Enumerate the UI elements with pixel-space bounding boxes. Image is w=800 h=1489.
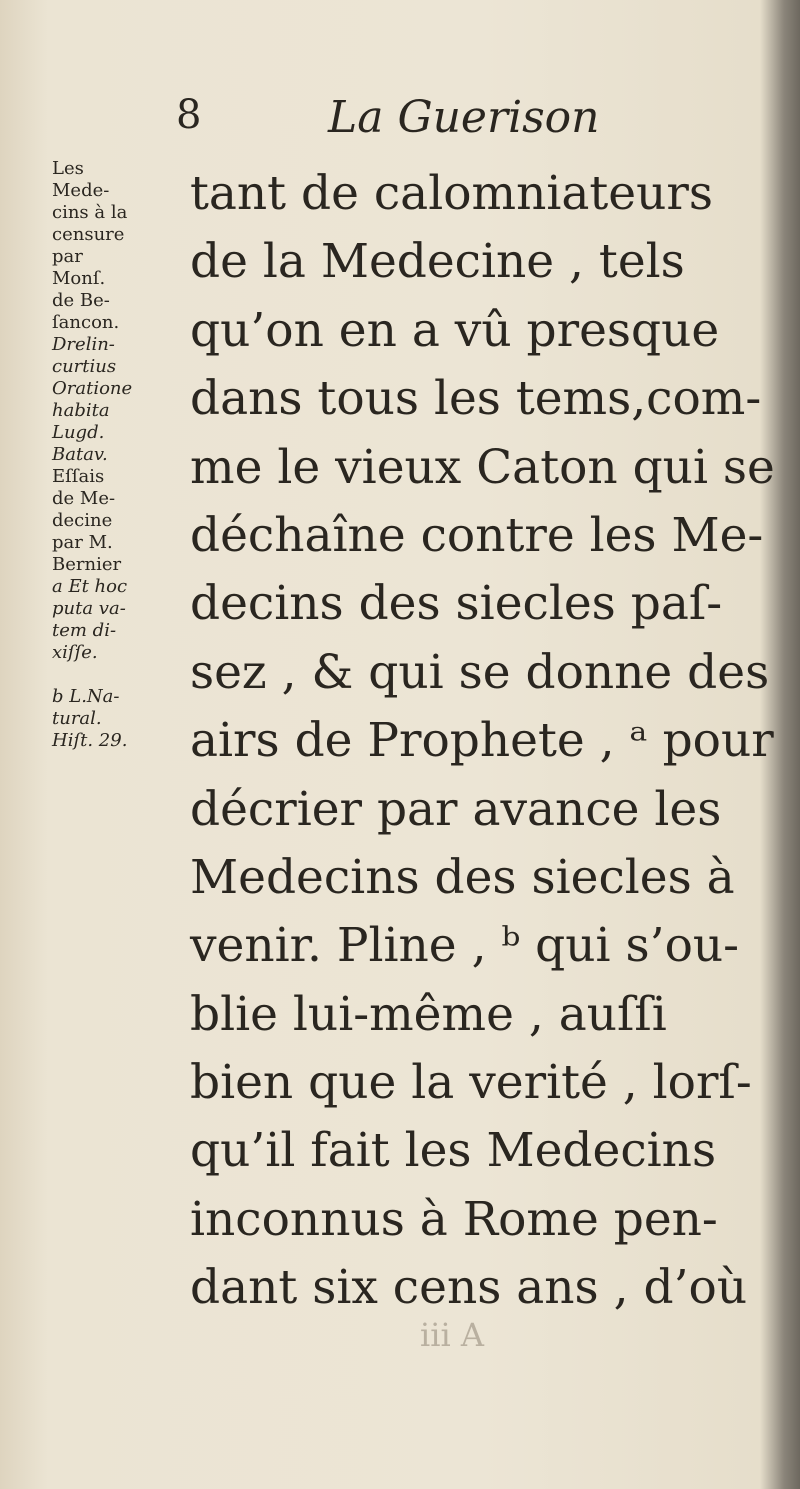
text-line: blie lui-même , auſſi bbox=[190, 986, 667, 1042]
signature-mark: iii A bbox=[420, 1316, 484, 1354]
margin-note-line: puta va- bbox=[52, 598, 126, 619]
text-line: dans tous les tems,com- bbox=[190, 371, 762, 427]
text-line: dant six cens ans , d’où bbox=[190, 1260, 748, 1316]
text-line: décrier par avance les bbox=[190, 781, 722, 837]
margin-note-line: par M. bbox=[52, 532, 113, 553]
margin-note-line: tem di- bbox=[52, 620, 117, 641]
margin-note-line: Eſſais bbox=[52, 466, 105, 487]
margin-note-line: decine bbox=[52, 510, 113, 531]
margin-note-line bbox=[52, 664, 180, 686]
margin-note-line: habita bbox=[52, 400, 110, 421]
page-header bbox=[0, 92, 800, 152]
text-line: tant de calomniateurs bbox=[190, 166, 713, 221]
page-number: 8 bbox=[176, 92, 202, 138]
margin-note-line: censure bbox=[52, 224, 125, 245]
margin-note-line: b L.Na- bbox=[52, 686, 120, 707]
margin-note-line: cins à la bbox=[52, 202, 128, 223]
text-line: déchaîne contre les Me- bbox=[190, 507, 764, 563]
margin-notes bbox=[52, 158, 180, 752]
text-line: de la Medecine , tels bbox=[190, 234, 685, 290]
margin-note-line: Bernier bbox=[52, 554, 122, 575]
margin-note-line: de Me- bbox=[52, 488, 116, 509]
margin-note-line: Monſ. bbox=[52, 268, 106, 289]
margin-note-line: ſancon. bbox=[52, 312, 120, 333]
running-title: La Guerison bbox=[328, 92, 600, 143]
text-line: sez , & qui se donne des bbox=[190, 644, 770, 700]
text-line: airs de Prophete , ᵃ pour bbox=[190, 713, 774, 769]
text-line: decins des siecles paſ- bbox=[190, 576, 723, 632]
margin-note-line: xiſſe. bbox=[52, 642, 98, 663]
text-line: qu’il fait les Medecins bbox=[190, 1123, 717, 1179]
main-text-block bbox=[190, 160, 775, 1323]
text-line: qu’on en a vû presque bbox=[190, 302, 720, 358]
margin-note-line: Lugd. bbox=[52, 422, 105, 443]
margin-note-line: Drelin- bbox=[52, 334, 115, 355]
text-line: venir. Pline , ᵇ qui s’ou- bbox=[190, 918, 740, 974]
margin-note-line: curtius bbox=[52, 356, 117, 377]
margin-note-line: Hiſt. 29. bbox=[52, 730, 128, 751]
margin-note-line: par bbox=[52, 246, 83, 267]
margin-note-line: Batav. bbox=[52, 444, 108, 465]
text-line: Medecins des siecles à bbox=[190, 849, 735, 905]
margin-note-line: Oratione bbox=[52, 378, 133, 399]
margin-note-line: Mede- bbox=[52, 180, 110, 201]
margin-note-line: de Be- bbox=[52, 290, 110, 311]
margin-note-line: Les bbox=[52, 158, 84, 179]
margin-note-line: a Et hoc bbox=[52, 576, 128, 597]
text-line: me le vieux Caton qui se bbox=[190, 439, 775, 495]
text-line: inconnus à Rome pen- bbox=[190, 1191, 718, 1247]
margin-note-line: tural. bbox=[52, 708, 102, 729]
text-line: bien que la verité , lorſ- bbox=[190, 1055, 752, 1111]
